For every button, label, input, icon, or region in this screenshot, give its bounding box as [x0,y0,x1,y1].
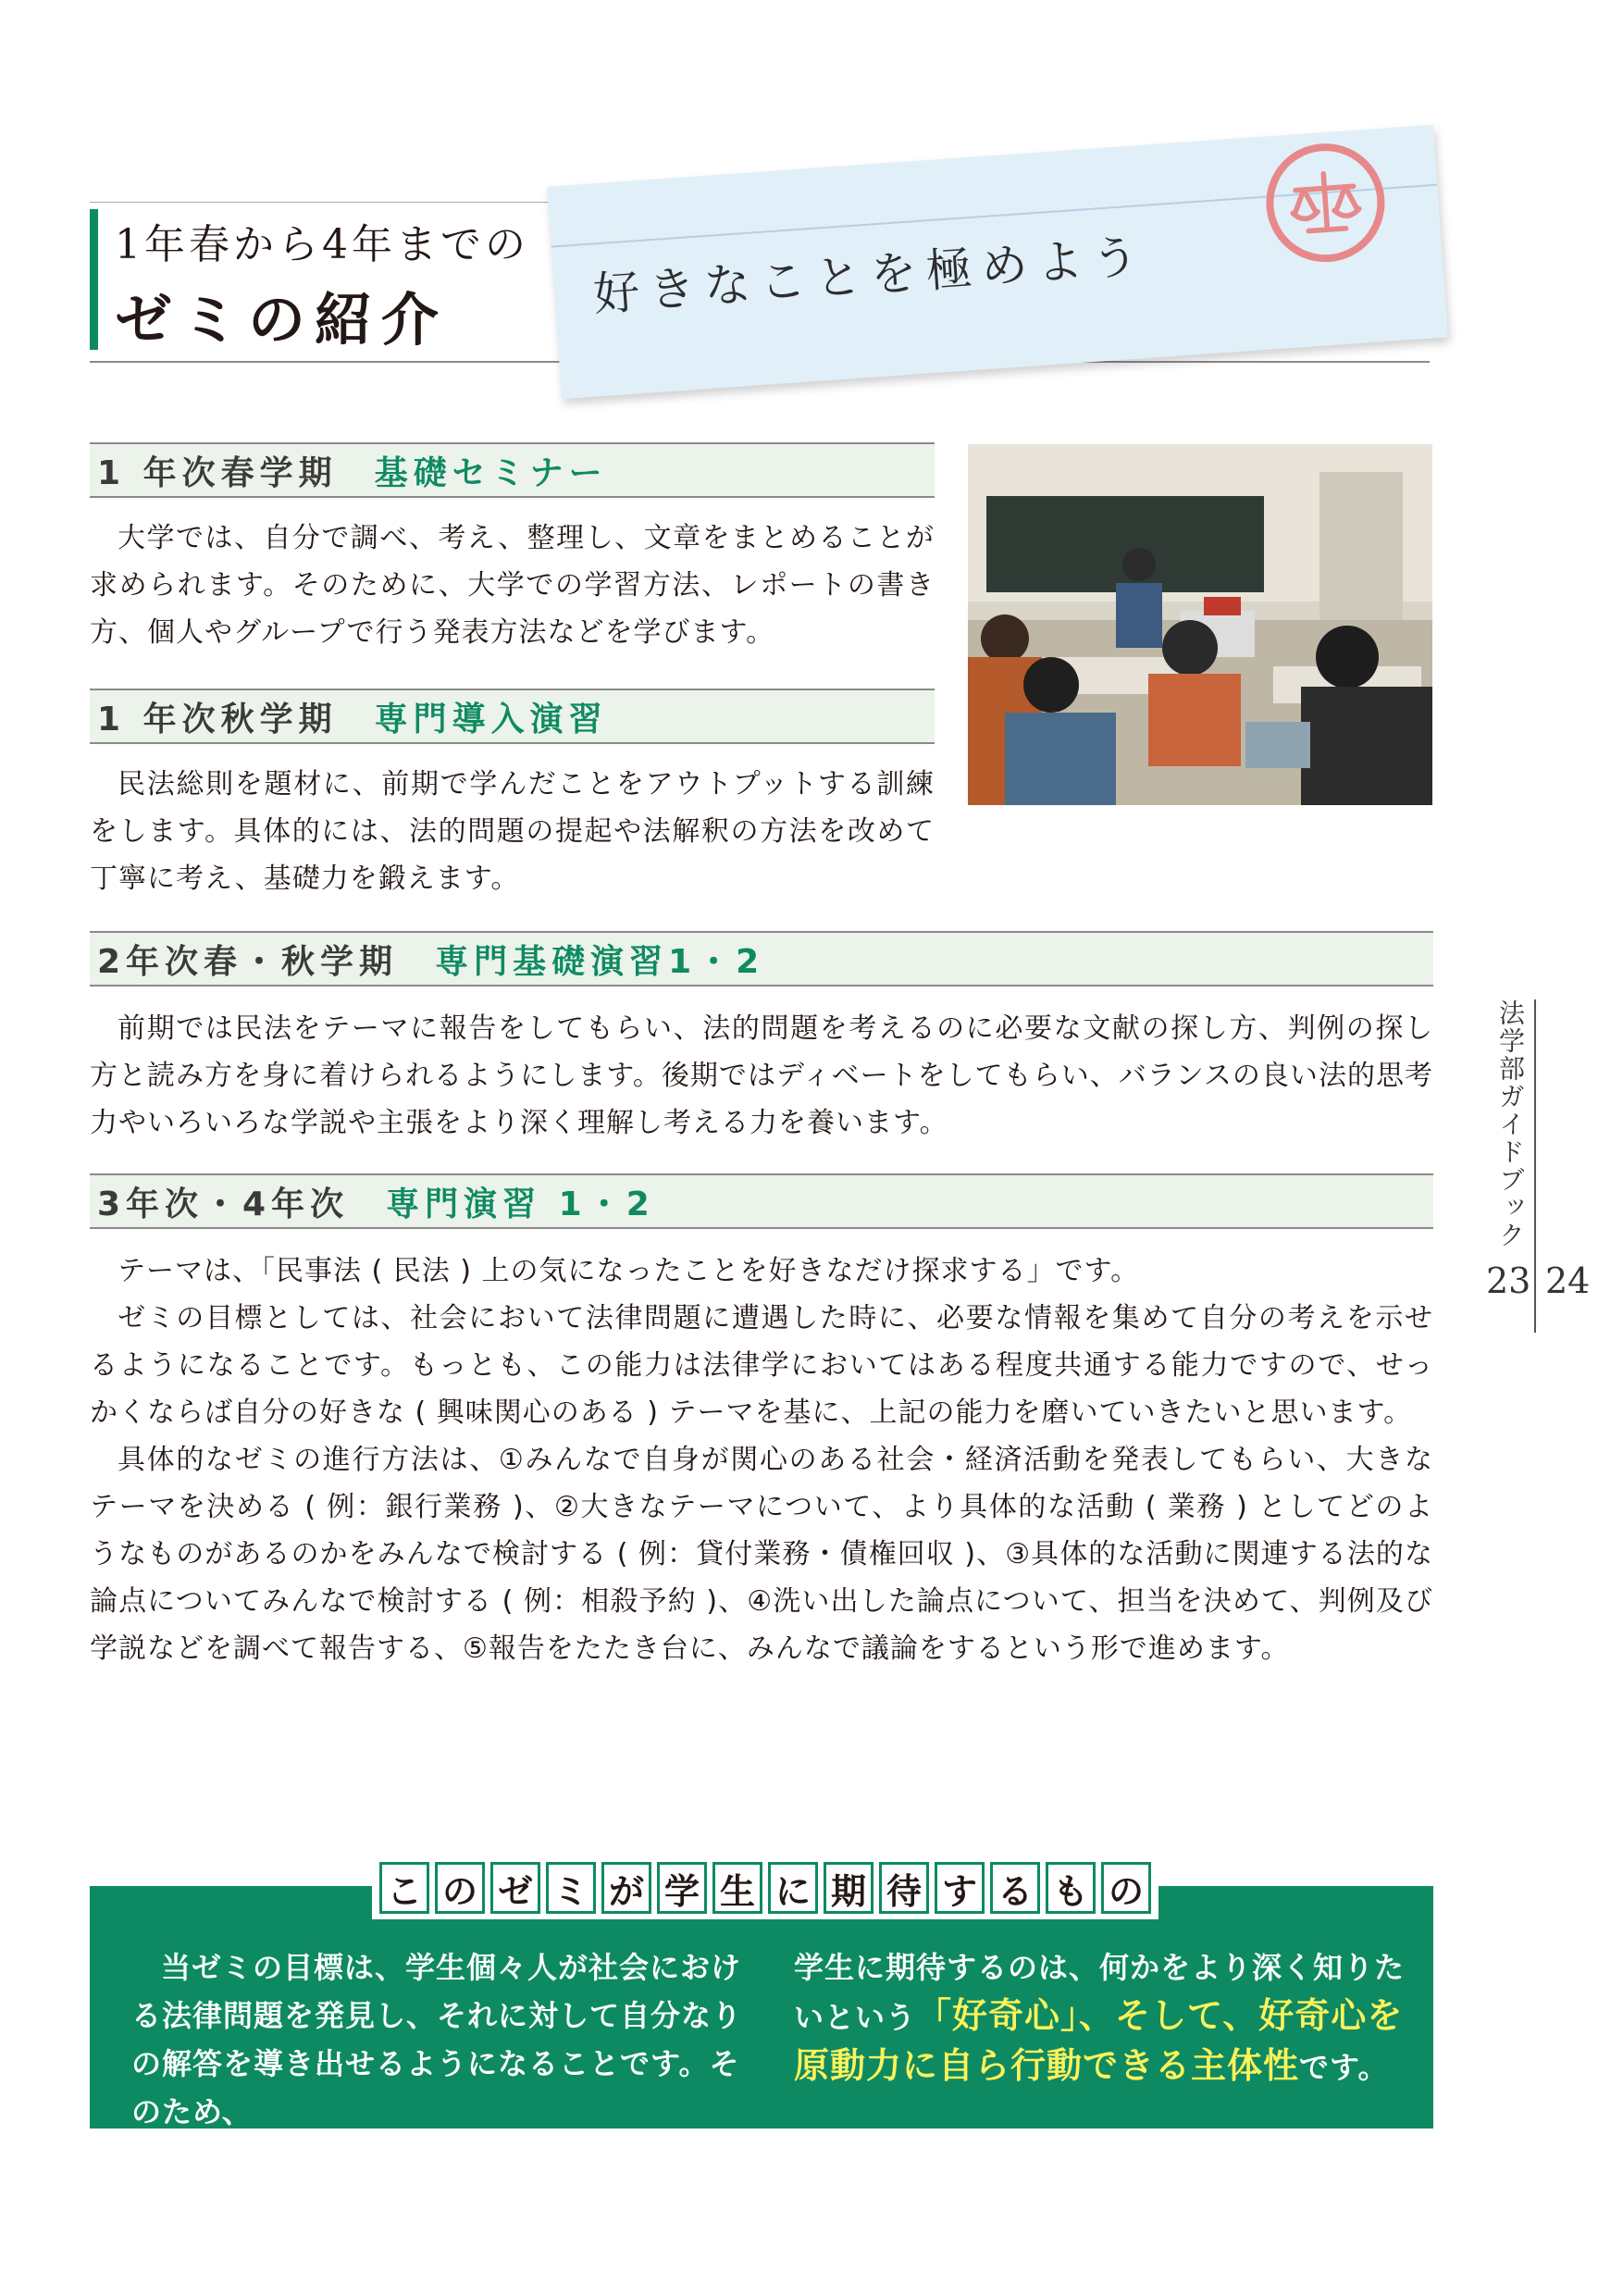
section-heading-2 [90,689,935,744]
paragraph: 大学では、自分で調べ、考え、整理し、文章をまとめることが求められます。そのために、大学での学習方法、レポートの書き方、個人やグループで行う発表方法などを学びます。 [90,522,935,649]
paragraph: 民法総則を題材に、前期で学んだことをアウトプットする訓練をします。具体的には、法的問題の提起や法解釈の方法を改めて丁寧に考え、基礎力を鍛えます。 [90,768,935,895]
section-body-4 [90,1247,1433,1672]
title-char: こ [379,1862,429,1914]
section-body-1 [90,515,935,656]
section-body-3 [90,1005,1433,1147]
section-heading-1 [90,442,935,498]
scales-stamp-icon [1262,140,1389,267]
expectation-right-text [794,1943,1405,2091]
section-title: 基礎セミナー [374,453,608,492]
page-number-right: 24 [1545,1260,1591,1301]
title-char: 学 [657,1862,707,1914]
paragraph: ゼミの目標としては、社会において法律問題に遭遇した時に、必要な情報を集めて自分の考えを示せるようになることです。もっとも、この能力は法律学においてはある程度共通する能力ですので、せっかくならば自分の好きな ( 興味関心のある ) テーマを基に、上記の能力を磨いていきたいと思います。 [90,1302,1433,1429]
memo-note [547,125,1448,399]
title-char: に [768,1862,818,1914]
expectation-title [372,1856,1158,1919]
side-rule [1534,999,1536,1333]
paragraph: 前期では民法をテーマに報告をしてもらい、法的問題を考えるのに必要な文献の探し方、判例の探し方と読み方を身に着けられるようにします。後期ではディベートをしてもらい、バランスの良い法的思考力やいろいろな学説や主張をより深く理解し考える力を養います。 [90,1012,1433,1139]
title-char: 期 [824,1862,873,1914]
title-char: 生 [712,1862,762,1914]
expectation-right-prefix: 学生に期待するのは、何かをより深く知りたいという [794,1950,1406,2035]
title-char: の [435,1862,485,1914]
title-char: も [1046,1862,1096,1914]
page-title: ゼミの紹介 [115,286,449,354]
title-char: 待 [879,1862,929,1914]
guidebook-side-label: 法学部ガイドブック [1495,999,1526,1249]
section-heading-4 [90,1173,1433,1229]
section-title: 専門演習 1・2 [386,1185,655,1223]
title-char: ゼ [490,1862,540,1914]
section-label: 1 年次秋学期 [97,700,338,738]
header-accent-bar [90,209,98,350]
title-char: る [990,1862,1040,1914]
section-label: 1 年次春学期 [97,453,338,492]
expectation-left-text: 当ゼミの目標は、学生個々人が社会における法律問題を発見し、それに対して自分なりの解答を導き出せるようになることです。そのため、 [131,1950,743,2129]
section-label: 2年次春・秋学期 [97,942,399,981]
expectation-highlight: 「好奇心」、そして、好奇心を原動力に自ら行動できる主体性 [794,1995,1404,2086]
section-title: 専門導入演習 [374,700,608,738]
section-label: 3年次・4年次 [97,1185,350,1223]
paragraph: テーマは、「民事法 ( 民法 ) 上の気になったことを好きなだけ探求する」です。 [118,1255,1140,1287]
title-char: が [601,1862,651,1914]
page-number-left: 23 [1486,1260,1531,1301]
memo-note-text: 好きなことを極めよう [591,229,1149,322]
section-title: 専門基礎演習1・2 [435,942,765,981]
title-char: ミ [546,1862,596,1914]
title-char: の [1101,1862,1151,1914]
section-heading-3 [90,931,1433,987]
header-subtitle: 1年春から4年までの [115,221,529,268]
section-body-2 [90,761,935,902]
classroom-photo [968,444,1432,805]
paragraph: 具体的なゼミの進行方法は、①みんなで自身が関心のある社会・経済活動を発表してもらい、大きなテーマを決める ( 例：銀行業務 )、②大きなテーマについて、より具体的な活動 ( 業務 ) としてどのようなものがあるのかをみんなで検討する ( 例：貸付業務・債権回収 )、③具体的な活動に関連する法的な論点についてみんなで検討する ( 例：相殺予約 )、④洗い出した論点について、担当を決めて、判例及び学説などを調べて報告する、⑤報告をたたき台に、みんなで議論をするという形で進めます。 [90,1444,1433,1665]
title-char: す [935,1862,985,1914]
expectation-right-suffix: です。 [1299,2050,1389,2085]
